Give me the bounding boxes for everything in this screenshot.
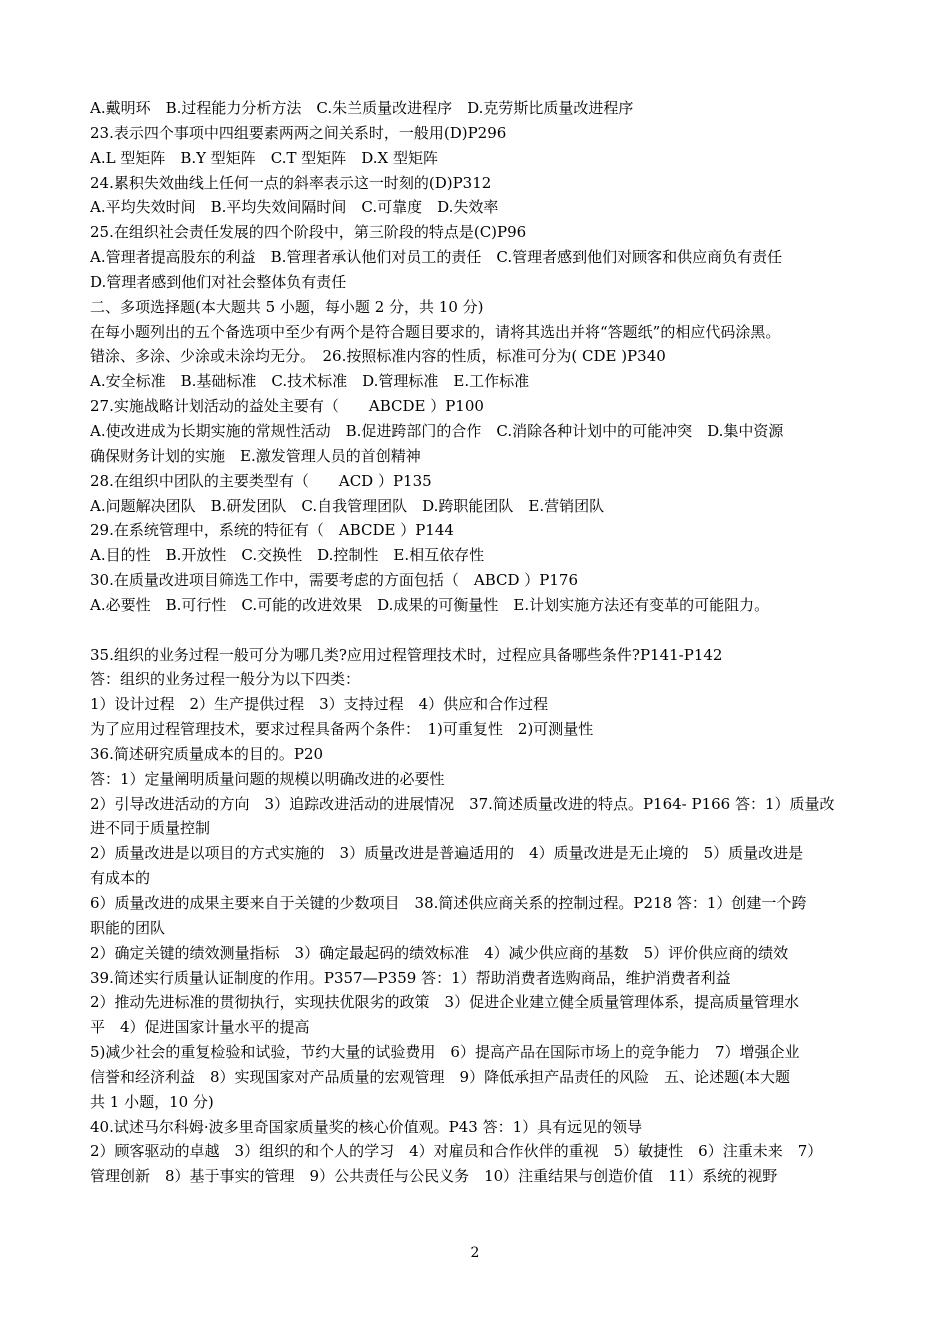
text-line: 二、多项选择题(本大题共 5 小题，每小题 2 分，共 10 分) (90, 297, 484, 316)
text-line: 答：1）定量阐明质量问题的规模以明确改进的必要性 (90, 769, 445, 788)
text-line: 27.实施战略计划活动的益处主要有（ ABCDE ）P100 (90, 397, 484, 416)
text-line: D.管理者感到他们对社会整体负有责任 (90, 272, 347, 291)
text-line: 39.简述实行质量认证制度的作用。P357—P359 答：1）帮助消费者选购商品，维护消费者利益 (90, 968, 731, 987)
text-line: 确保财务计划的实施 E.激发管理人员的首创精神 (90, 446, 421, 465)
text-line: 24.累积失效曲线上任何一点的斜率表示这一时刻的(D)P312 (90, 173, 492, 192)
text-line: 答：组织的业务过程一般分为以下四类： (90, 670, 361, 689)
text-line: 36.简述研究质量成本的目的。P20 (90, 744, 324, 763)
text-line: A.使改进成为长期实施的常规性活动 B.促进跨部门的合作 C.消除各种计划中的可能冲突 D.集中资源 (90, 421, 784, 440)
text-line: 进不同于质量控制 (90, 819, 211, 838)
text-line: A.目的性 B.开放性 C.交换性 D.控制性 E.相互依存性 (90, 546, 485, 565)
text-line: 错涂、多涂、少涂或未涂均无分。 26.按照标准内容的性质，标准可分为( CDE )P340 (90, 347, 666, 366)
text-line: A.管理者提高股东的利益 B.管理者承认他们对员工的责任 C.管理者感到他们对顾客和供应商负有责任 (90, 248, 783, 267)
text-line: A.问题解决团队 B.研发团队 C.自我管理团队 D.跨职能团队 E.营销团队 (90, 496, 605, 515)
text-line: A.戴明环 B.过程能力分析方法 C.朱兰质量改进程序 D.克劳斯比质量改进程序 (90, 99, 634, 117)
text-line: 有成本的 (90, 869, 151, 888)
text-line: 35.组织的业务过程一般可分为哪几类?应用过程管理技术时，过程应具备哪些条件?P141-P142 (90, 645, 723, 664)
text-line: 2）质量改进是以项目的方式实施的 3）质量改进是普遍适用的 4）质量改进是无止境的 5）质量改进是 (90, 844, 804, 863)
text-line: 2）顾客驱动的卓越 3）组织的和个人的学习 4）对雇员和合作伙伴的重视 5）敏捷性 6）注重未来 7） (90, 1142, 823, 1161)
text-line: A.平均失效时间 B.平均失效间隔时间 C.可靠度 D.失效率 (90, 198, 499, 217)
text-line: 共 1 小题，10 分) (90, 1092, 214, 1111)
text-line: 23.表示四个事项中四组要素两两之间关系时，一般用(D)P296 (90, 123, 507, 142)
text-line: 2）推动先进标准的贯彻执行，实现扶优限劣的政策 3）促进企业建立健全质量管理体系，提高质量管理水 (90, 993, 800, 1012)
text-line: 1）设计过程 2）生产提供过程 3）支持过程 4）供应和合作过程 (90, 695, 549, 714)
text-line: 5)减少社会的重复检验和试验，节约大量的试验费用 6）提高产品在国际市场上的竞争能力 7）增强企业 (90, 1043, 800, 1062)
page-number: 2 (470, 1245, 480, 1261)
text-line: 在每小题列出的五个备选项中至少有两个是符合题目要求的，请将其选出并将“答题纸”的相应代码涂黑。 (90, 322, 781, 341)
text-line: 28.在组织中团队的主要类型有（ ACD ）P135 (90, 471, 432, 490)
text-line: 30.在质量改进项目筛选工作中，需要考虑的方面包括（ ABCD ）P176 (90, 571, 578, 590)
text-line: A.L 型矩阵 B.Y 型矩阵 C.T 型矩阵 D.X 型矩阵 (90, 148, 438, 167)
text-line: 2）确定关键的绩效测量指标 3）确定最起码的绩效标准 4）减少供应商的基数 5）评价供应商的绩效 (90, 943, 789, 962)
text-line: 为了应用过程管理技术，要求过程具备两个条件： 1)可重复性 2)可测量性 (90, 720, 594, 739)
text-line: 平 4）促进国家计量水平的提高 (90, 1018, 310, 1037)
text-line: 29.在系统管理中，系统的特征有（ ABCDE ）P144 (90, 521, 454, 540)
text-line: 信誉和经济利益 8）实现国家对产品质量的宏观管理 9）降低承担产品责任的风险 五、论述题(本大题 (90, 1067, 790, 1086)
text-line: 职能的团队 (90, 918, 166, 937)
text-line: 2）引导改进活动的方向 3）追踪改进活动的进展情况 37.简述质量改进的特点。P164- P166 答：1）质量改 (90, 794, 835, 813)
blank-line (90, 618, 880, 643)
text-line: 40.试述马尔科姆·波多里奇国家质量奖的核心价值观。P43 答：1）具有远见的领导 (90, 1117, 643, 1136)
text-line: 25.在组织社会责任发展的四个阶段中，第三阶段的特点是(C)P96 (90, 223, 527, 242)
text-line: A.安全标准 B.基础标准 C.技术标准 D.管理标准 E.工作标准 (90, 372, 530, 391)
text-line: 6）质量改进的成果主要来自于关键的少数项目 38.简述供应商关系的控制过程。P218 答：1）创建一个跨 (90, 894, 807, 912)
text-line: A.必要性 B.可行性 C.可能的改进效果 D.成果的可衡量性 E.计划实施方法还有变革的可能阻力。 (90, 595, 770, 614)
document-body (90, 96, 880, 1189)
text-line: 管理创新 8）基于事实的管理 9）公共责任与公民义务 10）注重结果与创造价值 11）系统的视野 (90, 1167, 778, 1186)
